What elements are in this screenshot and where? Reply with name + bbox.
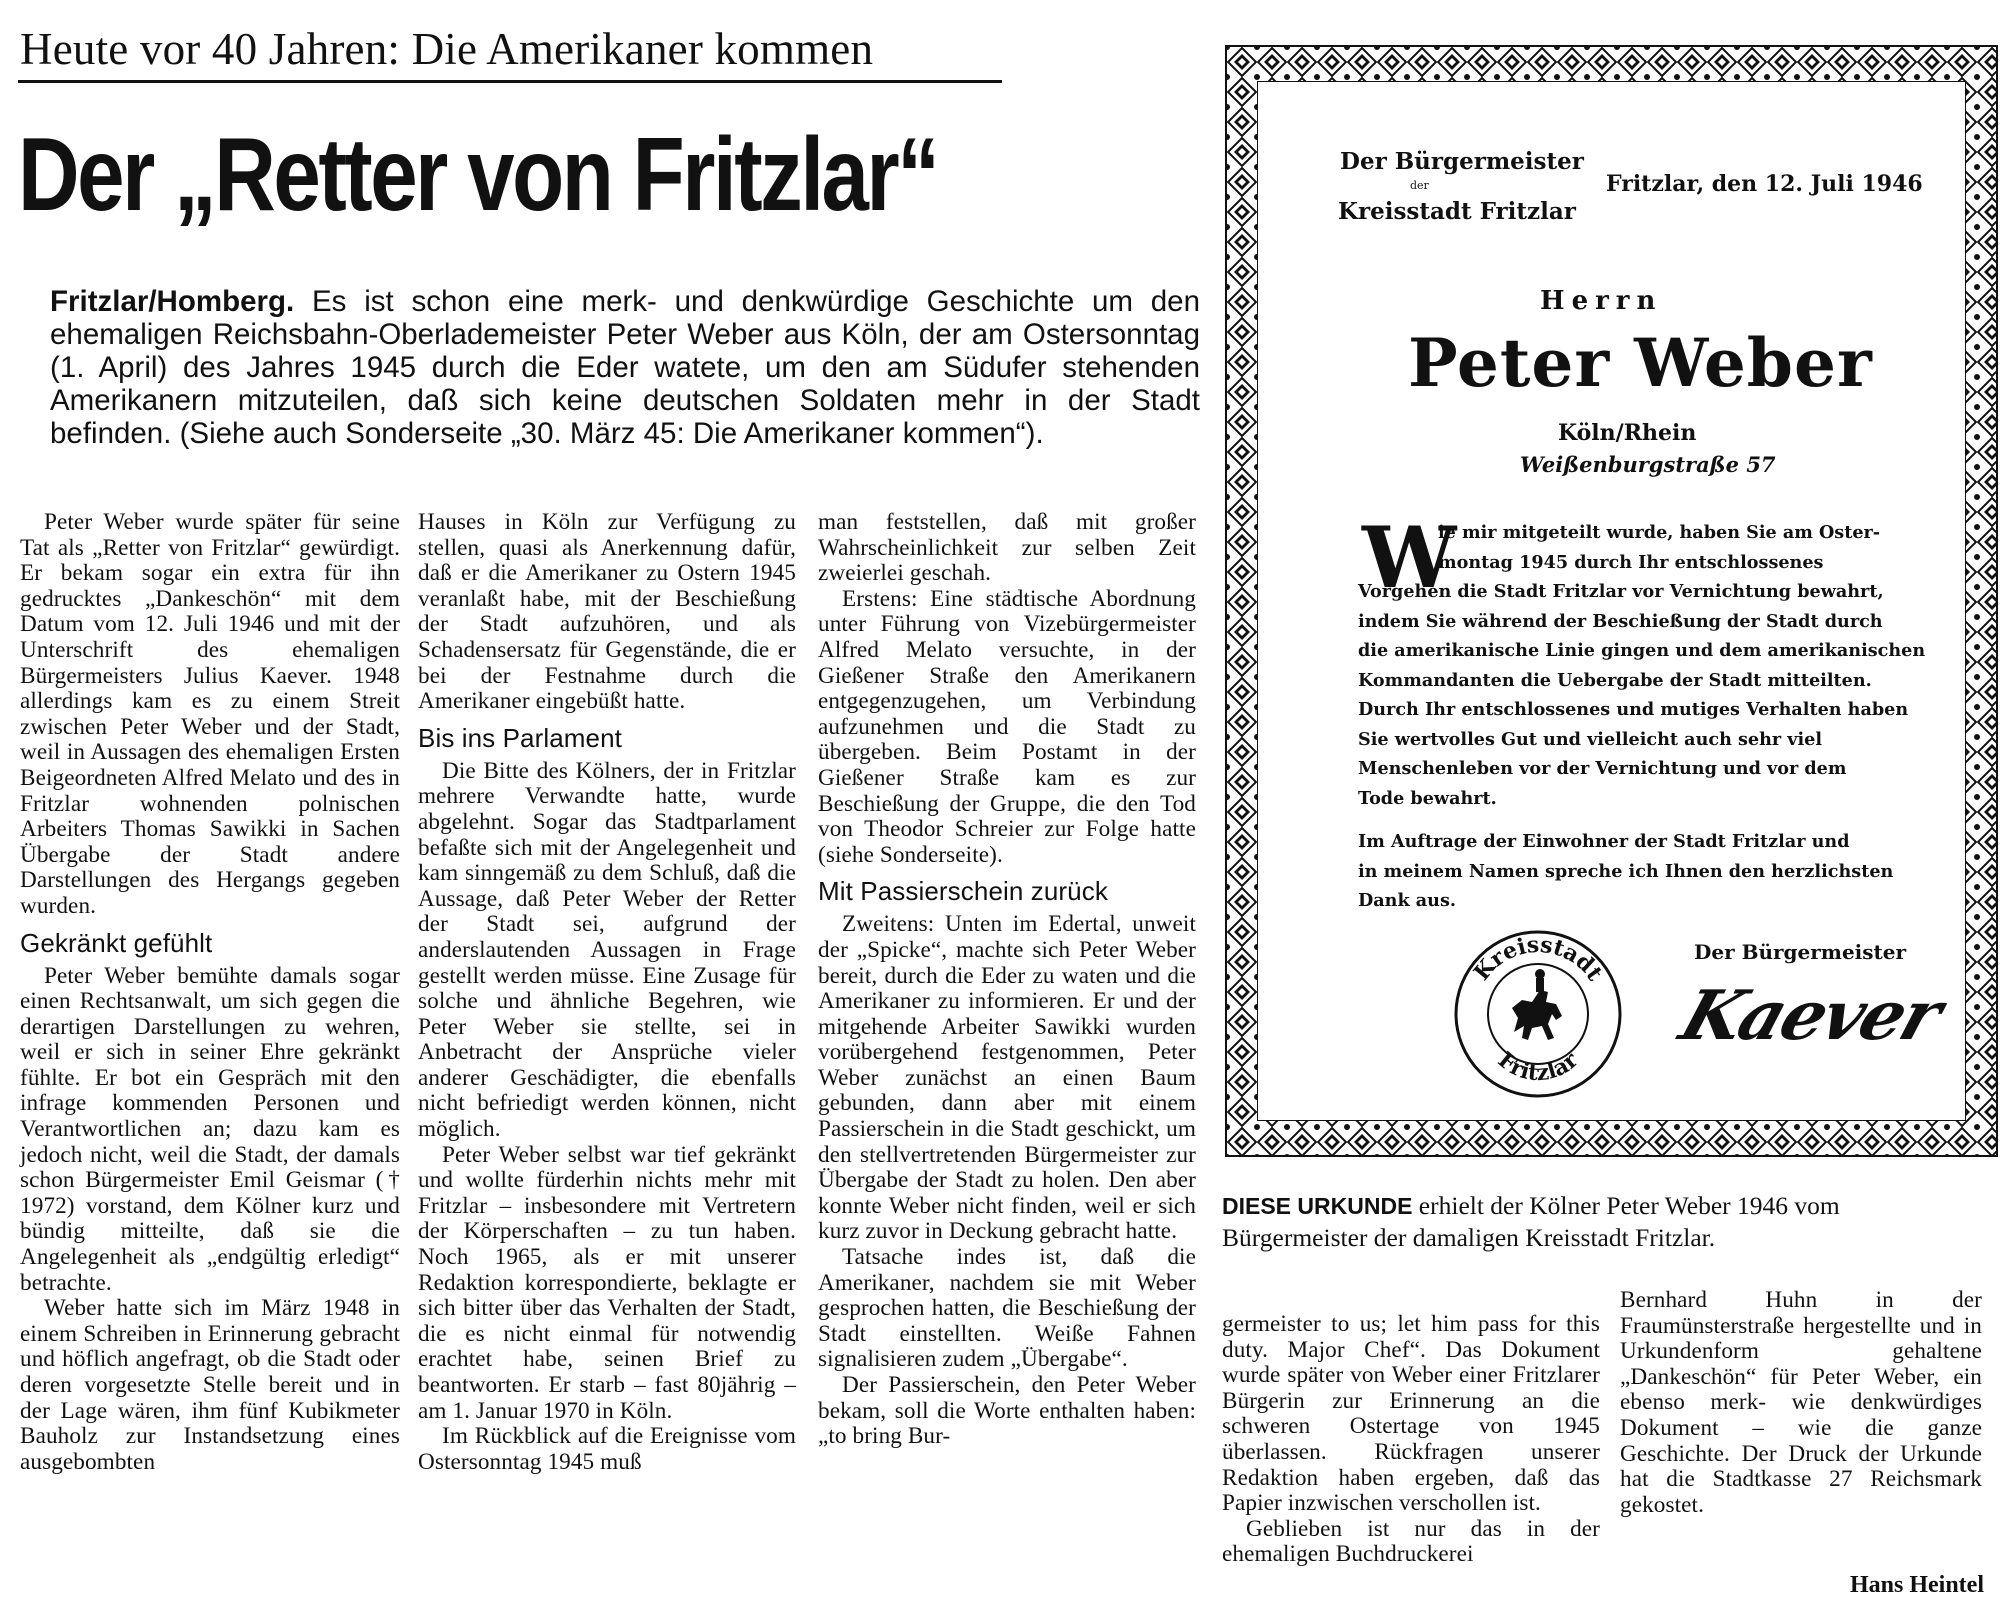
article-column-5	[1620, 1288, 1982, 1518]
author-byline: Hans Heintel	[1849, 1572, 1984, 1598]
paragraph: Peter Weber bemühte damals sogar einen Rechtsanwalt, um sich gegen die derartigen Darstellungen zu wehren, weil er sich in seiner Ehre gekränkt fühlte. Er bot ein Gespräch mit den infrage kommenden Personen und Verantwortlichen an; dazu kam es jedoch nicht, weil die Stadt, der damals schon Bürgermeister Emil Geismar († 1972) vorstand, dem Kölner kurz und bündig mitteilte, daß sie die Angelegenheit als „endgültig erledigt“ betrachte.	[20, 962, 400, 1296]
certificate-line: Sie wertvolles Gut und vielleicht auch sehr viel	[1358, 728, 1823, 750]
certificate-sender: Der Bürgermeister	[1340, 148, 1584, 175]
paragraph: Hauses in Köln zur Verfügung zu stellen, quasi als Anerkennung dafür, daß er die Amerikaner zu Ostern 1945 veranlaßt habe, mit der Beschießung der Stadt aufzuhören, und als Schadensersatz für Gegenstände, die er bei der Festnahme durch die Amerikaner eingebüßt hatte.	[418, 509, 796, 715]
paragraph: germeister to us; let him pass for this duty. Major Chef“. Das Dokument wurde später von Weber einer Fritzlarer Bürgerin zur Erinnerung an die schweren Ostertage von 1945 überlassen. Rückfragen unserer Redaktion haben ergeben, daß das Papier inzwischen verschollen ist.	[1222, 1311, 1600, 1517]
certificate-line: montag 1945 durch Ihr entschlossenes	[1438, 551, 1824, 573]
certificate-line: Vorgehen die Stadt Fritzlar vor Vernichtung bewahrt,	[1358, 581, 1884, 602]
paragraph: Geblieben ist nur das in der ehemaligen Buchdruckerei	[1222, 1515, 1600, 1568]
paragraph: Tatsache indes ist, daß die Amerikaner, nachdem sie mit Weber gesprochen hatten, die Beschießung der Stadt einstellten. Weiße Fahnen signalisieren zudem „Übergabe“.	[818, 1244, 1196, 1373]
certificate-line	[1358, 813, 1918, 827]
subheading: Bis ins Parlament	[418, 722, 622, 753]
paragraph: Bernhard Huhn in der Fraumünsterstraße hergestellte und in Urkundenform gehaltene „Dankeschön“ für Peter Weber, ein ebenso merk- wie denkwürdiges Dokument – wie die ganze Geschichte. Der Druck der Urkunde hat die Stadtkasse 27 Reichsmark gekostet.	[1620, 1287, 1982, 1518]
city-seal	[1452, 928, 1624, 1100]
certificate-salutation: Herrn	[1540, 286, 1663, 316]
subheading: Mit Passierschein zurück	[818, 876, 1108, 907]
paragraph: Peter Weber selbst war tief gekränkt und wollte fürderhin nichts mehr mit Fritzlar – insbesondere mit Vertretern der Körperschaften – zu tun haben. Noch 1965, als er mit unserer Redaktion korrespondierte, beklagte er sich bitter über das Verhalten der Stadt, die es nicht einmal für notwendig erachtet habe, seinen Brief zu beantworten. Er starb – fast 80jährig – am 1. Januar 1970 in Köln.	[418, 1141, 796, 1424]
certificate-line: Menschenleben vor der Vernichtung und vor dem	[1358, 758, 1847, 779]
lead-text: Es ist schon eine merk- und denkwürdige Geschichte um den ehemaligen Reichsbahn-Oberlademeister Peter Weber aus Köln, der am Ostersonntag (1. April) des Jahres 1945 durch die Eder watete, um den am Südufer stehenden Amerikanern mitzuteilen, daß sich keine deutschen Soldaten mehr in der Stadt befinden. (Siehe auch Sonderseite „30. März 45: Die Amerikaner kommen“).	[50, 285, 1200, 450]
article-column-2	[418, 510, 796, 1475]
certificate-street: Weißenburgstraße 57	[1520, 452, 1776, 477]
certificate-line: Durch Ihr entschlossenes und mutiges Verhalten haben	[1358, 699, 1909, 720]
horse-rider-icon	[1512, 969, 1562, 1040]
certificate-line: die amerikanische Linie gingen und dem amerikanischen	[1358, 640, 1926, 661]
certificate-line: Kommandanten die Uebergabe der Stadt mitteilten.	[1358, 669, 1872, 691]
paragraph: Weber hatte sich im März 1948 in einem Schreiben in Erinnerung gebracht und höflich angefragt, ob die Stadt oder deren vorgesetzte Stelle bereit und in der Lage wären, ihm fünf Kubikmeter Bauholz zur Instandsetzung eines ausgebombten	[20, 1295, 400, 1475]
seal-bottom-text: Fritzlar	[1492, 1047, 1584, 1087]
certificate-line: indem Sie während der Beschießung der Stadt durch	[1358, 610, 1883, 632]
certificate-line: Dank aus.	[1358, 890, 1456, 911]
certificate-paper	[1257, 81, 1966, 1121]
paragraph: Die Bitte des Kölners, der in Fritzlar mehrere Verwandte hatte, wurde abgelehnt. Sogar das Stadtparlament befaßte sich mit der Angelegenheit und kam sinngemäß zu dem Schluß, daß die Aussage, daß Peter Weber der Retter der Stadt sei, aufgrund der anderslautenden Aussagen in Frage gestellt werden müsse. Eine Zusage für solche und ähnliche Begehren, wie Peter Weber sie stellte, sei in Anbetracht der Ansprüche vieler anderer Geschädigter, die ebenfalls nicht befriedigt werden können, nicht möglich.	[418, 757, 796, 1143]
certificate-sender-city: Kreisstadt Fritzlar	[1338, 198, 1576, 225]
lead-paragraph	[50, 285, 1200, 450]
certificate-sender-der: der	[1410, 179, 1429, 192]
certificate-city: Köln/Rhein	[1558, 420, 1697, 446]
subheading: Gekränkt gefühlt	[20, 927, 213, 958]
certificate-recipient: Peter Weber	[1408, 324, 1873, 402]
certificate-line: in meinem Namen spreche ich Ihnen den herzlichsten	[1358, 860, 1894, 882]
paragraph: Zweitens: Unten im Edertal, unweit der „Spicke“, machte sich Peter Weber bereit, durch die Eder zu waten und die Amerikaner zu informieren. Er und der mitgehende Arbeiter Sawikki wurden vorübergehend festgenommen, Peter Weber zunächst an einen Baum gebunden, dann aber mit einem Passierschein in die Stadt geschickt, um den stellvertretenden Bürgermeister zur Übergabe der Stadt zu holen. Den aber konnte Weber nicht finden, weil er sich kurz zuvor in Deckung gebracht hatte.	[818, 911, 1196, 1245]
certificate-line: Tode bewahrt.	[1358, 787, 1497, 809]
article-column-4	[1222, 1312, 1600, 1568]
certificate-date: Fritzlar, den 12. Juli 1946	[1606, 171, 1923, 197]
article-column-1	[20, 510, 400, 1475]
dateline: Fritzlar/Homberg.	[50, 285, 295, 318]
certificate-line: Im Auftrage der Einwohner der Stadt Fritzlar und	[1358, 831, 1850, 852]
paragraph: Im Rückblick auf die Ereignisse vom Ostersonntag 1945 muß	[418, 1423, 796, 1475]
certificate-dropcap: W	[1362, 508, 1457, 607]
caption-text: erhielt der Kölner Peter Weber 1946 vom Bürgermeister der damaligen Kreisstadt Fritzlar.	[1222, 1191, 1840, 1252]
kicker-rule	[18, 80, 1002, 83]
certificate-line: ie mir mitgeteilt wurde, haben Sie am Oster-	[1438, 522, 1881, 543]
kicker-line: Heute vor 40 Jahren: Die Amerikaner kommen	[20, 24, 874, 74]
certificate-image	[1225, 45, 1998, 1157]
paragraph: Peter Weber wurde später für seine Tat als „Retter von Fritzlar“ gewürdigt. Er bekam sogar ein extra für ihn gedrucktes „Dankeschön“ mit dem Datum vom 12. Juli 1946 und mit der Unterschrift des ehemaligen Bürgermeisters Julius Kaever. 1948 allerdings kam es zu einem Streit zwischen Peter Weber und der Stadt, weil in Aussagen des ehemaligen Ersten Beigeordneten Alfred Melato und des in Fritzlar wohnenden polnischen Arbeiters Thomas Sawikki in Sachen Übergabe der Stadt andere Darstellungen des Hergangs gegeben wurden.	[20, 509, 400, 919]
certificate-closing-title: Der Bürgermeister	[1694, 940, 1907, 964]
article-column-3	[818, 510, 1196, 1450]
paragraph: man feststellen, daß mit großer Wahrscheinlichkeit zur selben Zeit zweierlei geschah.	[818, 509, 1196, 587]
image-caption	[1222, 1190, 1988, 1253]
paragraph: Erstens: Eine städtische Abordnung unter Führung von Vizebürgermeister Alfred Melato versuchte, in der Gießener Straße den Amerikanern entgegenzugehen, um Verbindung aufzunehmen und die Stadt zu übergeben. Beim Postamt in der Gießener Straße kam es zur Beschießung der Gruppe, die den Tod von Theodor Schreier zur Folge hatte (siehe Sonderseite).	[818, 585, 1196, 868]
certificate-body	[1358, 508, 1926, 916]
headline: Der „Retter von Fritzlar“	[18, 117, 938, 233]
seal-top-text: Kreisstadt	[1468, 931, 1608, 986]
signature-image: Kaever	[1671, 976, 1951, 1056]
paragraph: Der Passierschein, den Peter Weber bekam, soll die Worte enthalten haben: „to bring Bur-	[818, 1372, 1196, 1450]
caption-head: DIESE URKUNDE	[1222, 1193, 1413, 1219]
